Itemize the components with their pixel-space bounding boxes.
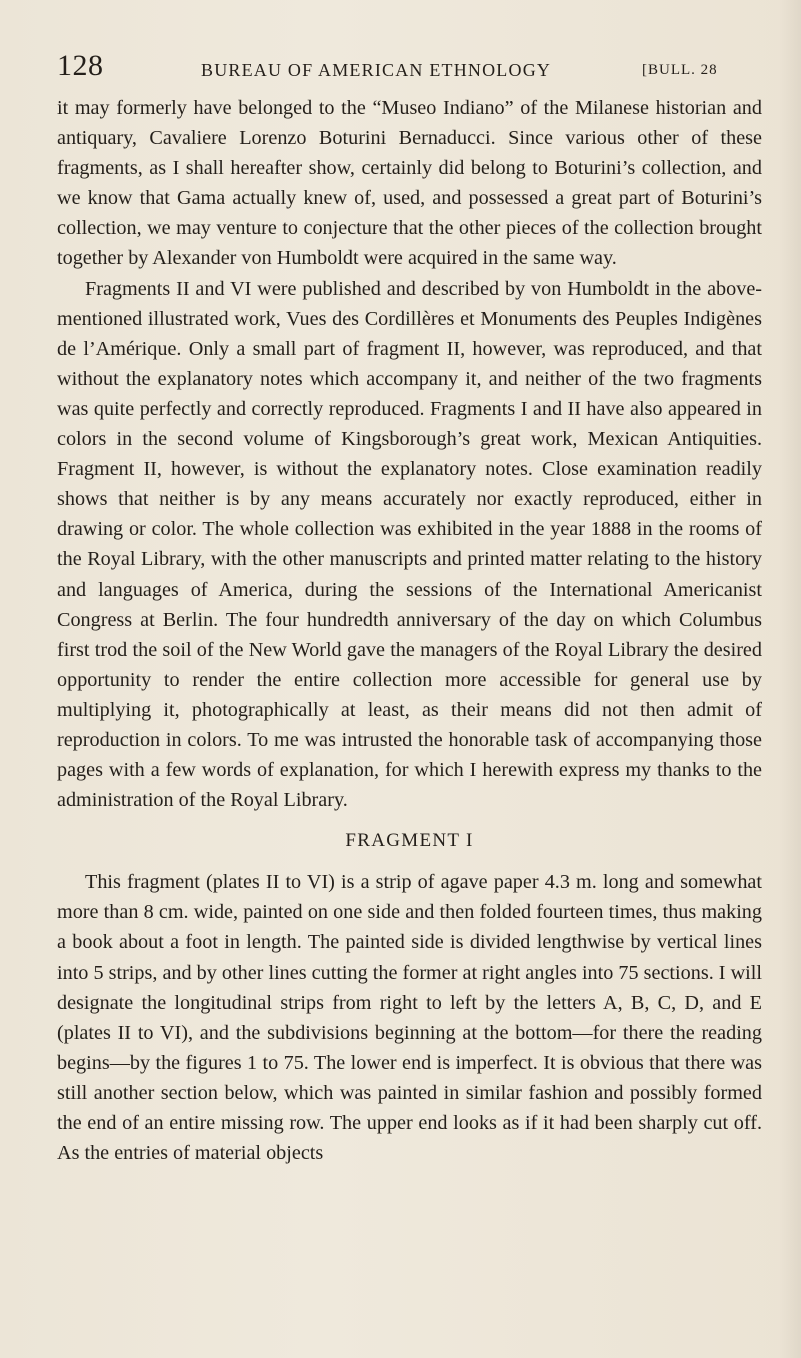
page-header	[57, 48, 757, 88]
section-heading: FRAGMENT I	[345, 830, 474, 852]
bulletin-reference: [BULL. 28	[642, 62, 718, 78]
page-edge-shadow	[779, 0, 801, 1358]
page-number: 128	[57, 49, 104, 82]
paragraph-fragments-publication: Fragments II and VI were published and described by von Humboldt in the above-mentioned illustrated work, Vues des Cordillères et Monuments des Peuples Indigènes de l’Amérique. Only a small part of fragment II, however, was reproduced, and that without the explanatory notes which accompany it, and neither of the two fragments was quite perfectly and correctly reproduced. Fragments I and II have also appeared in colors in the second volume of Kingsborough’s great work, Mexican Antiquities. Fragment II, however, is without the explanatory notes. Close examination readily shows that neither is by any means accurately nor exactly reproduced, either in drawing or color. The whole collection was exhibited in the year 1888 in the rooms of the Royal Library, with the other manuscripts and printed matter relating to the history and languages of America, during the sessions of the International Americanist Congress at Berlin. The four hundredth anniversary of the day on which Columbus first trod the soil of the New World gave the managers of the Royal Library the desired opportunity to render the entire collection more accessible for general use by multiplying it, photographically at least, as their means did not then admit of reproduction in colors. To me was intrusted the honorable task of accompanying those pages with a few words of explanation, for which I herewith express my thanks to the administration of the Royal Library.	[57, 277, 762, 812]
paragraph-continued: it may formerly have belonged to the “Museo Indiano” of the Milanese historian and antiquary, Cavaliere Lorenzo Boturini Bernaducci. Since various other of these fragments, as I shall hereafter show, certainly did belong to Boturini’s collection, and we know that Gama actually knew of, used, and possessed a great part of Boturini’s collection, we may venture to conjecture that the other pieces of the collection brought together by Alexander von Humboldt were acquired in the same way.	[57, 97, 762, 270]
paragraph-fragment-one-description: This fragment (plates II to VI) is a strip of agave paper 4.3 m. long and somewhat more than 8 cm. wide, painted on one side and then folded fourteen times, thus making a book about a foot in length. The painted side is divided lengthwise by vertical lines into 5 strips, and by other lines cutting the former at right angles into 75 sections. I will designate the longitudinal strips from right to left by the letters A, B, C, D, and E (plates II to VI), and the subdivisions beginning at the bottom—for there the reading begins—by the figures 1 to 75. The lower end is imperfect. It is obvious that there was still another section below, which was painted in similar fashion and possibly formed the end of an entire missing row. The upper end looks as if it had been sharply cut off. As the entries of material objects	[57, 871, 762, 1165]
running-head: BUREAU OF AMERICAN ETHNOLOGY	[201, 60, 552, 80]
body-text	[57, 93, 762, 1168]
